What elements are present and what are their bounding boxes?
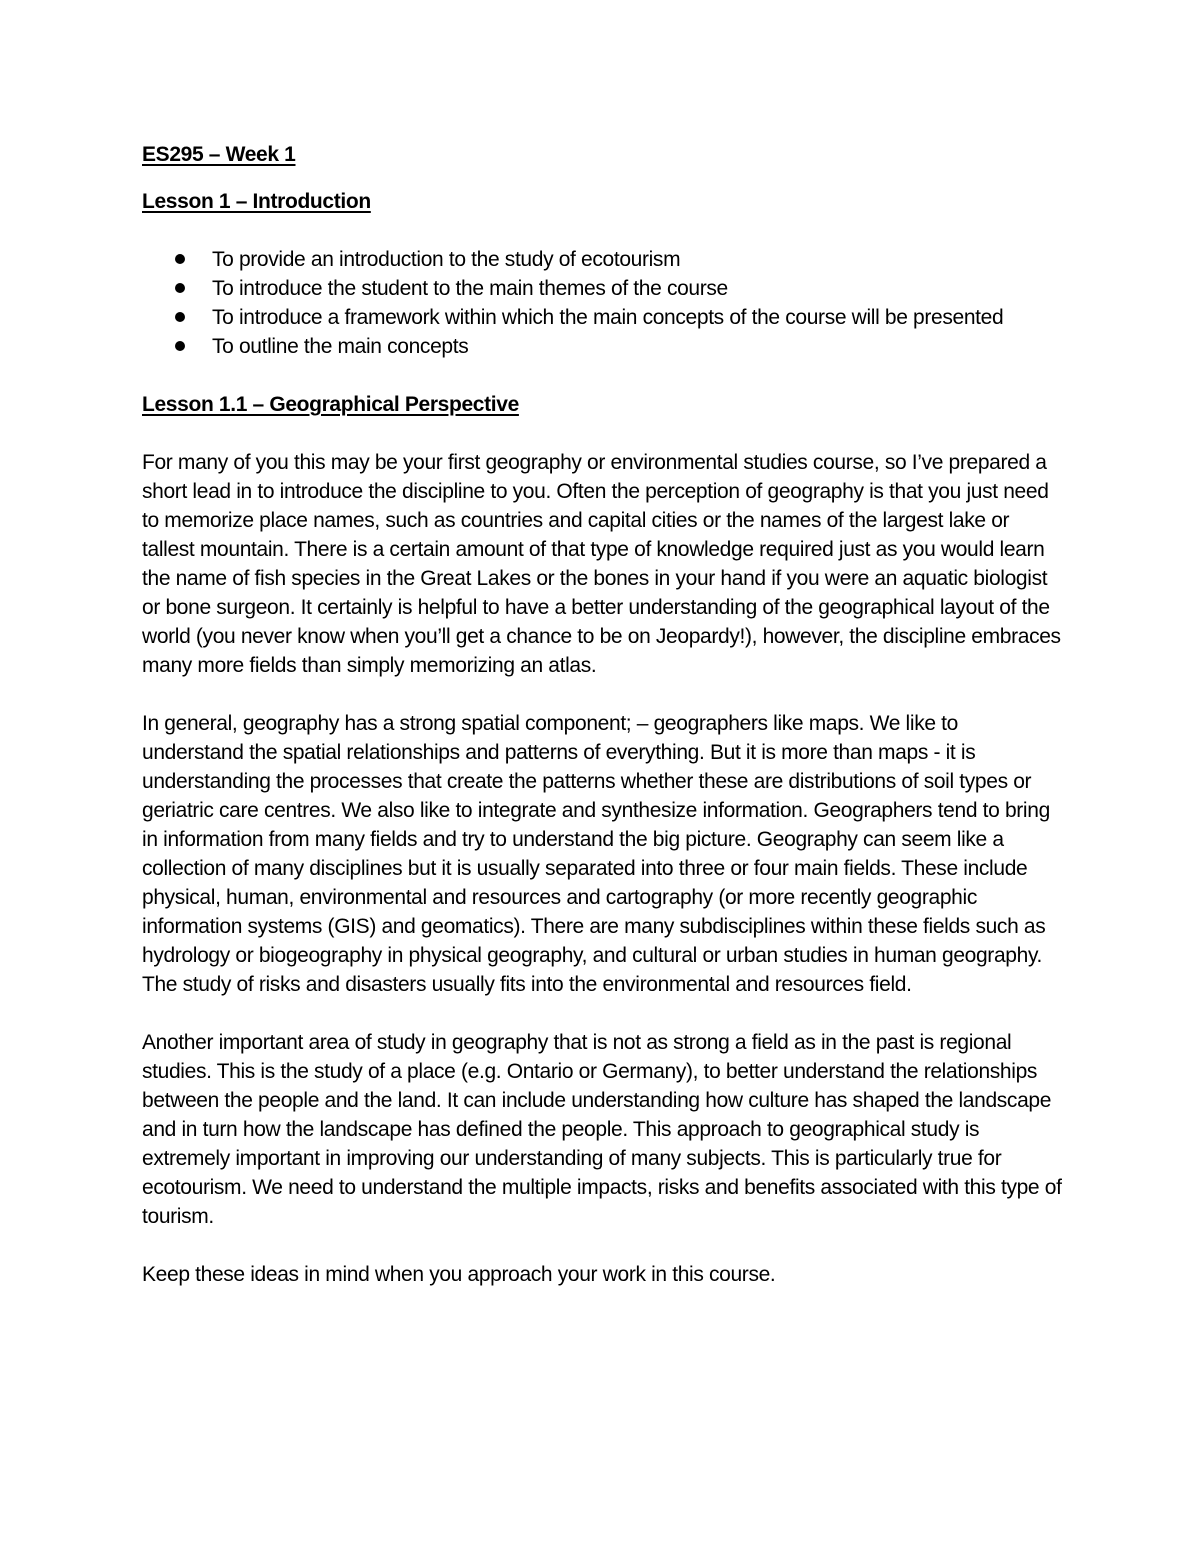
list-item [142,274,1062,303]
list-item-text: To outline the main concepts [212,335,469,358]
lesson-1-heading: Lesson 1 – Introduction [142,190,371,213]
paragraph: In general, geography has a strong spatial component; – geographers like maps. We like to understand the spatial relationships and patterns of everything. But it is more than maps - it is understanding the processes that create the patterns whether these are distributions of soil types or geriatric care centres. We also like to integrate and synthesize information. Geographers tend to bring in information from many fields and try to understand the big picture. Geography can seem like a collection of many disciplines but it is usually separated into three or four main fields. These include physical, human, environmental and resources and cartography (or more recently geographic information systems (GIS) and geomatics). There are many subdisciplines within these fields such as hydrology or biogeography in physical geography, and cultural or urban studies in human geography. The study of risks and disasters usually fits into the environmental and resources field. [142,712,1050,996]
paragraph: For many of you this may be your first geography or environmental studies course, so I’ve prepared a short lead in to introduce the discipline to you. Often the perception of geography is that you just need to memorize place names, such as countries and capital cities or the names of the largest lake or tallest mountain. There is a certain amount of that type of knowledge required just as you would learn the name of fish species in the Great Lakes or the bones in your hand if you were an aquatic biologist or bone surgeon. It certainly is helpful to have a better understanding of the geographical layout of the world (you never know when you’ll get a chance to be on Jeopardy!), however, the discipline embraces many more fields than simply memorizing an atlas. [142,451,1061,677]
document-title: ES295 – Week 1 [142,143,296,166]
list-item [142,332,1062,361]
bullet-icon [175,254,185,264]
list-item [142,303,1062,332]
list-item-text: To introduce the student to the main themes of the course [212,277,728,300]
list-item-text: To introduce a framework within which the main concepts of the course will be presented [212,306,1004,329]
paragraph: Keep these ideas in mind when you approach your work in this course. [142,1263,776,1286]
list-item-text: To provide an introduction to the study of ecotourism [212,248,681,271]
bullet-icon [175,341,185,351]
list-item [142,245,1062,274]
lesson-1-1-heading: Lesson 1.1 – Geographical Perspective [142,393,519,416]
document-page [142,140,1062,1318]
paragraph: Another important area of study in geography that is not as strong a field as in the past is regional studies. This is the study of a place (e.g. Ontario or Germany), to better understand the relationships between the people and the land. It can include understanding how culture has shaped the landscape and in turn how the landscape has defined the people. This approach to geographical study is extremely important in improving our understanding of many subjects. This is particularly true for ecotourism. We need to understand the multiple impacts, risks and benefits associated with this type of tourism. [142,1031,1062,1228]
bullet-icon [175,312,185,322]
objectives-list [142,245,1062,361]
bullet-icon [175,283,185,293]
